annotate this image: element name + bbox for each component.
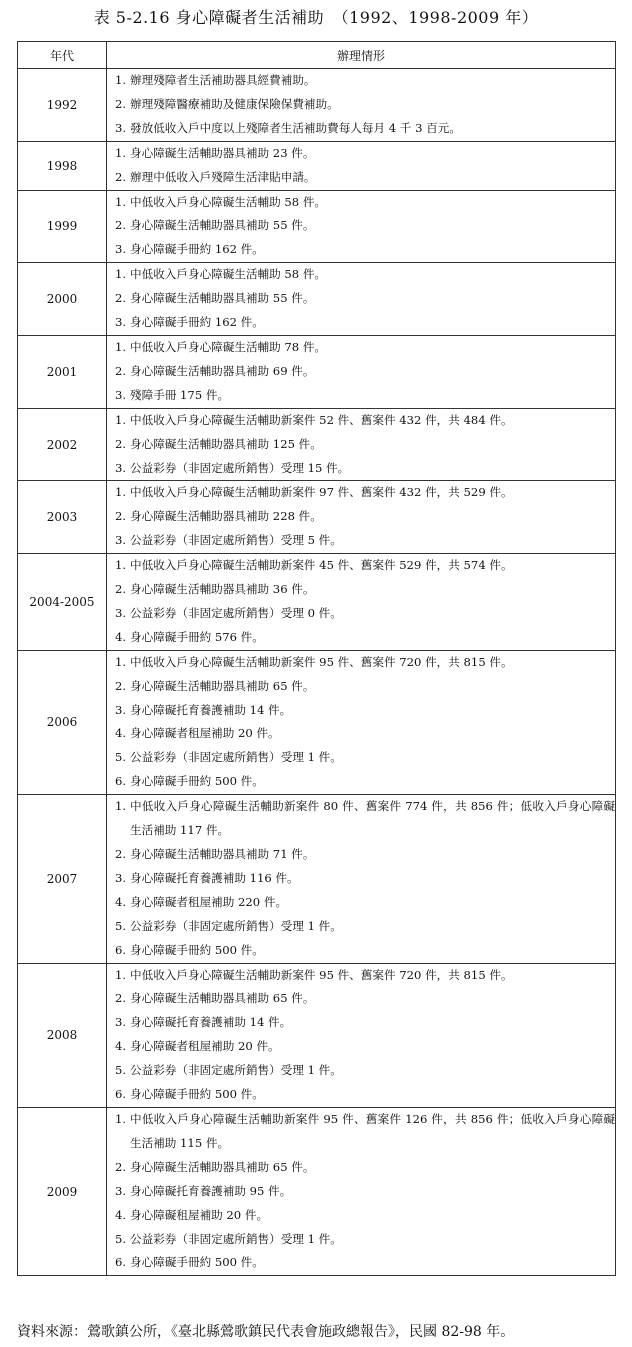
item-number: 2. xyxy=(114,96,126,111)
item-text: 辦理殘障醫療補助及健康保險保費補助。 xyxy=(130,96,339,111)
status-list xyxy=(107,1108,615,1275)
item-number: 3. xyxy=(114,460,126,475)
item-text: 身心障礙生活輔助器具補助 55 件。 xyxy=(130,218,315,233)
item-number: 1. xyxy=(114,799,126,814)
table-row xyxy=(18,335,616,408)
item-number: 2. xyxy=(114,1159,126,1174)
table-row xyxy=(18,1107,616,1275)
item-number: 4. xyxy=(114,894,126,909)
status-list xyxy=(107,263,615,335)
item-text: 公益彩券（非固定處所銷售）受理 1 件。 xyxy=(130,918,342,933)
item-text: 身心障礙手冊約 500 件。 xyxy=(130,942,264,957)
status-list xyxy=(107,795,615,962)
list-item xyxy=(107,166,615,190)
status-cell xyxy=(107,481,616,554)
item-text: 發放低收入戶中度以上殘障者生活補助費每人每月 4 千 3 百元。 xyxy=(130,120,461,135)
item-text: 公益彩券（非固定處所銷售）受理 1 件。 xyxy=(130,1063,342,1078)
disability-subsidy-table xyxy=(17,41,616,1276)
item-text: 身心障礙租屋補助 20 件。 xyxy=(130,1207,269,1222)
item-number: 2. xyxy=(114,678,126,693)
item-number: 3. xyxy=(114,605,126,620)
list-item xyxy=(107,602,615,626)
status-list xyxy=(107,69,615,141)
item-number: 1. xyxy=(114,145,126,160)
item-text: 身心障礙手冊約 576 件。 xyxy=(130,629,264,644)
list-item xyxy=(107,505,615,529)
status-cell xyxy=(107,408,616,481)
list-item xyxy=(107,69,615,93)
list-item xyxy=(107,867,615,891)
item-text: 身心障礙生活輔助器具補助 228 件。 xyxy=(130,509,322,524)
list-item xyxy=(107,117,615,141)
table-row xyxy=(18,481,616,554)
year-cell: 2007 xyxy=(18,795,107,963)
item-text: 身心障礙托育養護補助 116 件。 xyxy=(130,870,299,885)
item-text: 公益彩券（非固定處所銷售）受理 0 件。 xyxy=(130,605,342,620)
list-item xyxy=(107,311,615,335)
list-item xyxy=(107,843,615,867)
item-number: 4. xyxy=(114,1207,126,1222)
item-number: 1. xyxy=(114,967,126,982)
list-item xyxy=(107,1083,615,1107)
year-cell: 1999 xyxy=(18,190,107,263)
item-number: 4. xyxy=(114,726,126,741)
item-number: 3. xyxy=(114,242,126,257)
item-text: 公益彩券（非固定處所銷售）受理 15 件。 xyxy=(130,460,350,475)
list-item xyxy=(107,1180,615,1204)
item-number: 5. xyxy=(114,918,126,933)
status-cell xyxy=(107,263,616,336)
list-item xyxy=(107,915,615,939)
item-number: 1. xyxy=(114,267,126,282)
list-item xyxy=(107,214,615,238)
item-text: 中低收入戶身心障礙生活輔助新案件 45 件、舊案件 529 件，共 574 件。 xyxy=(130,558,513,573)
status-cell xyxy=(107,335,616,408)
item-number: 3. xyxy=(114,1183,126,1198)
source-note: 資料來源：鶯歌鎮公所，《臺北縣鶯歌鎮民代表會施政總報告》，民國 82-98 年。 xyxy=(17,1324,515,1340)
item-text: 身心障礙生活輔助器具補助 36 件。 xyxy=(130,582,315,597)
list-item xyxy=(107,964,615,988)
list-item xyxy=(107,1035,615,1059)
item-number: 2. xyxy=(114,582,126,597)
item-text: 身心障礙手冊約 500 件。 xyxy=(130,1255,264,1270)
item-number: 2. xyxy=(114,218,126,233)
status-cell xyxy=(107,1107,616,1275)
list-item xyxy=(107,699,615,723)
table-row xyxy=(18,190,616,263)
item-number: 2. xyxy=(114,436,126,451)
item-number: 6. xyxy=(114,942,126,957)
item-text: 中低收入戶身心障礙生活輔助 58 件。 xyxy=(130,194,327,209)
status-list xyxy=(107,964,615,1107)
year-cell: 2008 xyxy=(18,963,107,1107)
list-item xyxy=(107,675,615,699)
item-text: 中低收入戶身心障礙生活輔助新案件 52 件、舊案件 432 件，共 484 件。 xyxy=(130,412,513,427)
list-item xyxy=(107,578,615,602)
item-text: 公益彩券（非固定處所銷售）受理 1 件。 xyxy=(130,1231,342,1246)
item-number: 5. xyxy=(114,1063,126,1078)
item-text: 身心障礙生活輔助器具補助 65 件。 xyxy=(130,1159,315,1174)
item-text: 中低收入戶身心障礙生活輔助新案件 95 件、舊案件 720 件，共 815 件。 xyxy=(130,654,513,669)
item-text: 公益彩券（非固定處所銷售）受理 1 件。 xyxy=(130,750,342,765)
header-year: 年代 xyxy=(18,42,107,69)
item-number: 1. xyxy=(114,1111,126,1126)
item-text: 殘障手冊 175 件。 xyxy=(130,387,230,402)
status-cell xyxy=(107,963,616,1107)
item-number: 1. xyxy=(114,654,126,669)
item-text: 身心障礙生活輔助器具補助 55 件。 xyxy=(130,291,315,306)
year-cell: 2002 xyxy=(18,408,107,481)
item-number: 4. xyxy=(114,629,126,644)
list-item xyxy=(107,891,615,915)
item-text: 身心障礙生活輔助器具補助 23 件。 xyxy=(130,145,315,160)
item-number: 3. xyxy=(114,533,126,548)
list-item xyxy=(107,481,615,505)
list-item xyxy=(107,360,615,384)
list-item xyxy=(107,384,615,408)
year-cell: 1992 xyxy=(18,69,107,142)
item-number: 2. xyxy=(114,991,126,1006)
item-text: 身心障礙生活輔助器具補助 71 件。 xyxy=(130,847,315,861)
list-item xyxy=(107,142,615,166)
item-text: 中低收入戶身心障礙生活輔助新案件 80 件、舊案件 774 件，共 856 件；低收入戶身心障礙生活補助 117 件。 xyxy=(130,799,615,838)
status-list xyxy=(107,554,615,650)
item-text: 身心障礙托育養護補助 95 件。 xyxy=(130,1183,292,1198)
status-cell xyxy=(107,69,616,142)
list-item xyxy=(107,1251,615,1275)
status-cell xyxy=(107,141,616,190)
list-item xyxy=(107,433,615,457)
table-row xyxy=(18,69,616,142)
item-number: 5. xyxy=(114,750,126,765)
item-text: 辦理殘障者生活補助器具經費補助。 xyxy=(130,73,316,87)
item-number: 1. xyxy=(114,73,126,87)
item-text: 身心障礙生活輔助器具補助 69 件。 xyxy=(130,363,315,378)
header-status: 辦理情形 xyxy=(107,42,616,69)
item-number: 1. xyxy=(114,412,126,427)
item-number: 3. xyxy=(114,702,126,717)
item-text: 中低收入戶身心障礙生活輔助 78 件。 xyxy=(130,339,327,354)
year-cell: 2000 xyxy=(18,263,107,336)
item-number: 6. xyxy=(114,1255,126,1270)
list-item xyxy=(107,651,615,675)
item-text: 中低收入戶身心障礙生活輔助新案件 95 件、舊案件 720 件，共 815 件。 xyxy=(130,967,513,982)
item-text: 中低收入戶身心障礙生活輔助新案件 97 件、舊案件 432 件，共 529 件。 xyxy=(130,485,513,500)
list-item xyxy=(107,336,615,360)
year-cell: 2003 xyxy=(18,481,107,554)
list-item xyxy=(107,1011,615,1035)
item-text: 身心障礙手冊約 162 件。 xyxy=(130,315,264,330)
item-text: 身心障礙手冊約 162 件。 xyxy=(130,242,264,257)
status-list xyxy=(107,651,615,794)
list-item xyxy=(107,987,615,1011)
item-text: 身心障礙者租屋補助 220 件。 xyxy=(130,894,288,909)
table-row xyxy=(18,554,616,651)
status-cell xyxy=(107,554,616,651)
item-number: 2. xyxy=(114,847,126,861)
list-item xyxy=(107,93,615,117)
list-item xyxy=(107,1228,615,1252)
list-item xyxy=(107,191,615,215)
item-number: 6. xyxy=(114,774,126,789)
status-cell xyxy=(107,795,616,963)
item-number: 2. xyxy=(114,291,126,306)
table-row xyxy=(18,263,616,336)
table-row xyxy=(18,141,616,190)
item-number: 4. xyxy=(114,1039,126,1054)
year-cell: 2009 xyxy=(18,1107,107,1275)
year-cell: 1998 xyxy=(18,141,107,190)
list-item xyxy=(107,746,615,770)
item-text: 身心障礙生活輔助器具補助 65 件。 xyxy=(130,991,315,1006)
item-text: 身心障礙者租屋補助 20 件。 xyxy=(130,1039,280,1054)
status-cell xyxy=(107,190,616,263)
list-item xyxy=(107,238,615,262)
list-item xyxy=(107,939,615,963)
list-item xyxy=(107,626,615,650)
status-cell xyxy=(107,650,616,794)
item-text: 身心障礙生活輔助器具補助 125 件。 xyxy=(130,436,322,451)
item-number: 2. xyxy=(114,169,126,184)
item-number: 1. xyxy=(114,485,126,500)
year-cell: 2004-2005 xyxy=(18,554,107,651)
table-row xyxy=(18,963,616,1107)
list-item xyxy=(107,1059,615,1083)
status-list xyxy=(107,142,615,190)
item-text: 中低收入戶身心障礙生活輔助新案件 95 件、舊案件 126 件，共 856 件；低收入戶身心障礙生活補助 115 件。 xyxy=(130,1111,615,1150)
list-item xyxy=(107,1156,615,1180)
table-body xyxy=(18,69,616,1276)
status-list xyxy=(107,191,615,263)
table-header-row xyxy=(18,42,616,69)
item-text: 身心障礙生活輔助器具補助 65 件。 xyxy=(130,678,315,693)
item-number: 2. xyxy=(114,363,126,378)
list-item xyxy=(107,795,615,843)
item-text: 身心障礙手冊約 500 件。 xyxy=(130,774,264,789)
list-item xyxy=(107,287,615,311)
year-cell: 2001 xyxy=(18,335,107,408)
status-list xyxy=(107,336,615,408)
item-number: 3. xyxy=(114,120,126,135)
list-item xyxy=(107,457,615,481)
item-number: 1. xyxy=(114,194,126,209)
list-item xyxy=(107,263,615,287)
item-text: 身心障礙托育養護補助 14 件。 xyxy=(130,1015,292,1030)
list-item xyxy=(107,529,615,553)
item-number: 1. xyxy=(114,339,126,354)
table-row xyxy=(18,795,616,963)
status-list xyxy=(107,481,615,553)
list-item xyxy=(107,1108,615,1156)
item-number: 2. xyxy=(114,509,126,524)
list-item xyxy=(107,409,615,433)
item-text: 辦理中低收入戶殘障生活津貼申請。 xyxy=(130,169,316,184)
item-number: 3. xyxy=(114,1015,126,1030)
year-cell: 2006 xyxy=(18,650,107,794)
table-row xyxy=(18,650,616,794)
item-number: 3. xyxy=(114,870,126,885)
item-text: 身心障礙者租屋補助 20 件。 xyxy=(130,726,280,741)
item-number: 3. xyxy=(114,315,126,330)
list-item xyxy=(107,554,615,578)
list-item xyxy=(107,1204,615,1228)
item-number: 3. xyxy=(114,387,126,402)
list-item xyxy=(107,770,615,794)
item-text: 身心障礙托育養護補助 14 件。 xyxy=(130,702,292,717)
item-number: 5. xyxy=(114,1231,126,1246)
item-number: 1. xyxy=(114,558,126,573)
item-number: 6. xyxy=(114,1087,126,1102)
item-text: 中低收入戶身心障礙生活輔助 58 件。 xyxy=(130,267,327,282)
item-text: 公益彩券（非固定處所銷售）受理 5 件。 xyxy=(130,533,342,548)
table-row xyxy=(18,408,616,481)
table-title: 表 5-2.16 身心障礙者生活補助 （1992、1998-2009 年） xyxy=(93,8,539,27)
item-text: 身心障礙手冊約 500 件。 xyxy=(130,1087,264,1102)
status-list xyxy=(107,409,615,481)
list-item xyxy=(107,722,615,746)
